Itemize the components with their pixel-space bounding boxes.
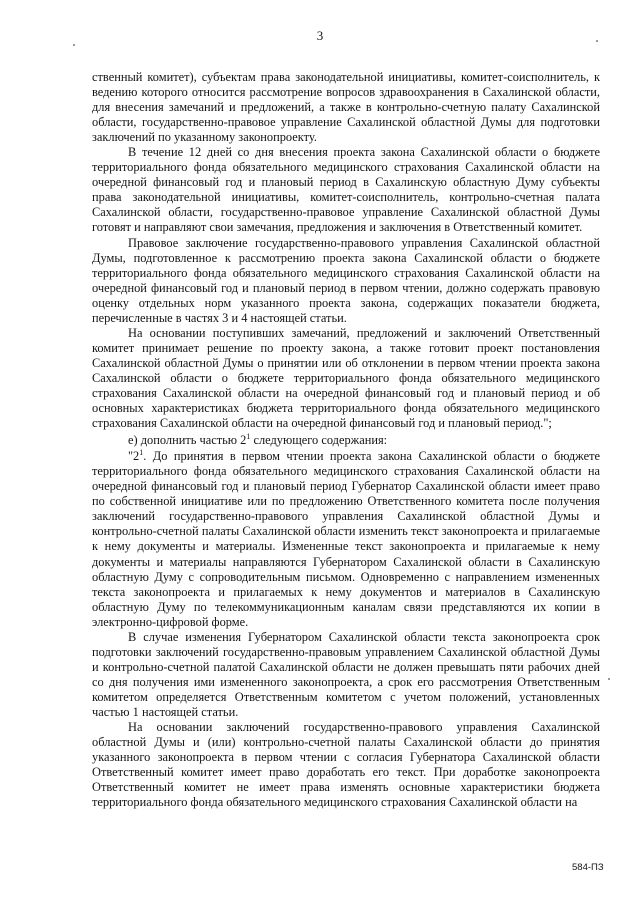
paragraph-legal-opinion: Правовое заключение государственно-правового управления Сахалинской областной Думы, подготовленное к рассмотрению проекта закона Сахалинской области о бюджете территориального фонда обязательного медицинского страхования Сахалинской области на очередной финансовый год и плановый период в первом чтении, должно содержать правовую оценку отдельных норм указанного проекта закона, содержащих показатели бюджета, перечисленные в частях 3 и 4 настоящей статьи.	[92, 235, 600, 325]
amendment-item-e-tail: следующего содержания:	[250, 433, 388, 448]
paragraph-part-2-1	[92, 449, 600, 630]
document-code: 584-ПЗ	[572, 862, 604, 873]
superscript-one: 1	[246, 432, 251, 442]
part-2-1-number: "2	[128, 449, 140, 464]
scan-speck	[596, 40, 598, 42]
superscript-one: 1	[139, 448, 144, 458]
paragraph-continuation: ственный комитет), субъектам права законодательной инициативы, комитет-соисполнитель, к ведению которого относится рассмотрение вопросов здравоохранения в Сахалинской области, для внесения замечаний и предложений, а также в контрольно-счетную палату Сахалинской области, государственно-правовое управление Сахалинской областной Думы для подготовки заключений по указанному законопроекту.	[92, 70, 600, 145]
paragraph-committee-decision: На основании поступивших замечаний, предложений и заключений Ответственный комитет принимает решение по проекту закона, а также готовит проект постановления Сахалинской областной Думы о принятии или об отклонении в первом чтении проекта закона Сахалинской области о бюджете территориального фонда обязательного медицинского страхования Сахалинской области на очередной финансовый год и плановый период и об основных характеристиках бюджета территориального фонда обязательного медицинского страхования Сахалинской области на очередной финансовый год и плановый период.";	[92, 325, 600, 431]
paragraph-review-period: В течение 12 дней со дня внесения проекта закона Сахалинской области о бюджете территориального фонда обязательного медицинского страхования Сахалинской области на очередной финансовый год и плановый период в Сахалинскую областную Думу субъекты права законодательной инициативы, комитет-соисполнитель, контрольно-счетная палата Сахалинской области, государственно-правовое управление Сахалинской областной Думы готовят и направляют свои замечания, предложения и заключения в Ответственный комитет.	[92, 145, 600, 235]
part-2-1-text: . До принятия в первом чтении проекта закона Сахалинской области о бюджете территориального фонда обязательного медицинского страхования Сахалинской области на очередной финансовый год и плановый период Губернатор Сахалинской области имеет право по собственной инициативе или по предложению Ответственного комитета после получения заключений государственно-правового управления Сахалинской областной Думы и контрольно-счетной палаты Сахалинской области изменить текст законопроекта и прилагаемые к нему документы и материалы. Измененные текст законопроекта и прилагаемые к нему документы и материалы направляются Губернатором Сахалинской области в Сахалинскую областную Думу с сопроводительным письмом. Одновременно с направлением измененных текста законопроекта и прилагаемых к нему документов и материалов в Сахалинскую областную Думу по телекоммуникационным каналам связи представляются их копии в электронно-цифровой форме.	[92, 449, 600, 629]
paragraph-governor-changes: В случае изменения Губернатором Сахалинской области текста законопроекта срок подготовки заключений государственно-правовым управлением Сахалинской областной Думы и контрольно-счетной палатой Сахалинской области не должен превышать пяти рабочих дней со дня получения ими измененного законопроекта, а срок его рассмотрения Ответственным комитетом определяется Ответственным комитетом с учетом положений, установленных частью 1 настоящей статьи.	[92, 629, 600, 719]
document-body	[92, 70, 600, 810]
paragraph-revision-rights: На основании заключений государственно-правового управления Сахалинской областной Думы и (или) контрольно-счетной палаты Сахалинской области до принятия указанного законопроекта в первом чтении с согласия Губернатора Сахалинской области Ответственный комитет имеет право доработать его текст. При доработке законопроекта Ответственный комитет не имеет права изменять основные характеристики бюджета территориального фонда обязательного медицинского страхования Сахалинской области на	[92, 720, 600, 810]
amendment-item-e	[92, 433, 600, 448]
page-number: 3	[316, 28, 324, 43]
amendment-item-e-text: е) дополнить частью 2	[128, 433, 247, 448]
scan-speck	[73, 44, 75, 46]
scan-speck	[608, 678, 610, 680]
